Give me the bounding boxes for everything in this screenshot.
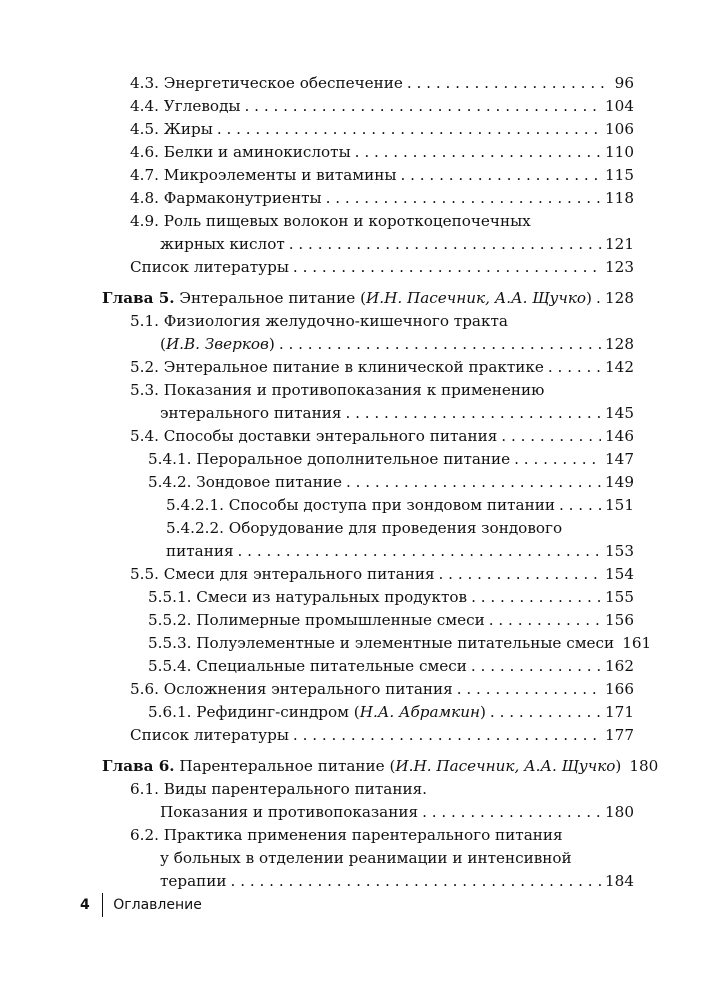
page-number: 155 bbox=[605, 588, 634, 606]
toc-entry[interactable]: Список литературы . . . 177 bbox=[102, 724, 634, 747]
toc-chapter-6[interactable]: Глава 6. Парентеральное питание (И.Н. Пасечник, А.А. Щучко) 180 bbox=[102, 755, 634, 778]
toc-entry[interactable]: 4.5. Жиры . . . 106 bbox=[102, 118, 634, 141]
toc-entry[interactable]: 4.6. Белки и аминокислоты . . . 110 bbox=[102, 141, 634, 164]
toc-entry[interactable]: 5.1. Физиология желудочно-кишечного тракта (И.В. Зверков) . . . 128 bbox=[102, 310, 634, 356]
page-number: 146 bbox=[605, 427, 634, 445]
footer-section-title: Оглавление bbox=[113, 897, 202, 913]
toc-chapter-5[interactable]: Глава 5. Энтеральное питание (И.Н. Пасечник, А.А. Щучко) . . . 128 bbox=[102, 287, 634, 310]
page-number: 177 bbox=[605, 726, 634, 744]
toc-entry[interactable]: Список литературы . . . 123 bbox=[102, 256, 634, 279]
page-number: 166 bbox=[605, 680, 634, 698]
toc-entry[interactable]: 5.3. Показания и противопоказания к применению энтерального питания . . . 145 bbox=[102, 379, 634, 425]
toc-entry[interactable]: 5.6.1. Рефидинг-синдром (Н.А. Абрамкин) . . . 171 bbox=[102, 701, 634, 724]
toc-entry[interactable]: 5.2. Энтеральное питание в клинической практике . . . 142 bbox=[102, 356, 634, 379]
toc-entry[interactable]: 5.5.2. Полимерные промышленные смеси . . . 156 bbox=[102, 609, 634, 632]
page-number: 171 bbox=[605, 703, 634, 721]
footer-page-number: 4 bbox=[80, 897, 90, 913]
toc-entry[interactable]: 4.4. Углеводы . . . 104 bbox=[102, 95, 634, 118]
toc-entry[interactable]: 5.4.2.1. Способы доступа при зондовом питании . . . 151 bbox=[102, 494, 634, 517]
toc-entry[interactable]: 4.7. Микроэлементы и витамины . . . 115 bbox=[102, 164, 634, 187]
page-number: 153 bbox=[605, 542, 634, 560]
toc-entry[interactable]: 6.1. Виды парентерального питания. Показания и противопоказания . . . 180 bbox=[102, 778, 634, 824]
toc-entry[interactable]: 5.5.4. Специальные питательные смеси . . . 162 bbox=[102, 655, 634, 678]
page-number: 184 bbox=[605, 872, 634, 890]
table-of-contents bbox=[102, 72, 659, 893]
page-footer bbox=[80, 893, 202, 917]
page-number: 123 bbox=[605, 258, 634, 276]
page-number: 104 bbox=[605, 97, 634, 115]
page-number: 156 bbox=[605, 611, 634, 629]
toc-entry[interactable]: 4.8. Фармаконутриенты . . . 118 bbox=[102, 187, 634, 210]
toc-entry[interactable]: 5.6. Осложнения энтерального питания . . . 166 bbox=[102, 678, 634, 701]
page-number: 128 bbox=[605, 335, 634, 353]
toc-entry[interactable]: 5.5.1. Смеси из натуральных продуктов . . . 155 bbox=[102, 586, 634, 609]
page-number: 96 bbox=[614, 74, 634, 92]
page-number: 154 bbox=[605, 565, 634, 583]
toc-entry[interactable]: 4.3. Энергетическое обеспечение . . . 96 bbox=[102, 72, 634, 95]
toc-entry[interactable]: 6.2. Практика применения парентерального питания у больных в отделении реанимации и интенсивной терапии . . . 184 bbox=[102, 824, 634, 893]
page-number: 110 bbox=[605, 143, 634, 161]
toc-entry[interactable]: 5.4.2.2. Оборудование для проведения зондового питания . . . 153 bbox=[102, 517, 634, 563]
page-number: 162 bbox=[605, 657, 634, 675]
toc-entry[interactable]: 5.4.2. Зондовое питание . . . 149 bbox=[102, 471, 634, 494]
page-number: 115 bbox=[605, 166, 634, 184]
toc-entry[interactable]: 5.5. Смеси для энтерального питания . . . 154 bbox=[102, 563, 634, 586]
page-number: 142 bbox=[605, 358, 634, 376]
page-number: 151 bbox=[605, 496, 634, 514]
page-number: 106 bbox=[605, 120, 634, 138]
toc-entry[interactable]: 5.4.1. Пероральное дополнительное питание . . . 147 bbox=[102, 448, 634, 471]
page-number: 118 bbox=[605, 189, 634, 207]
toc-entry[interactable]: 5.5.3. Полуэлементные и элементные питательные смеси 161 bbox=[102, 632, 634, 655]
page-number: 180 bbox=[629, 757, 659, 775]
page-number: 180 bbox=[605, 803, 634, 821]
page-number: 121 bbox=[605, 235, 634, 253]
page-number: 161 bbox=[622, 634, 652, 652]
page-number: 149 bbox=[605, 473, 634, 491]
page-number: 147 bbox=[605, 450, 634, 468]
page-number: 145 bbox=[605, 404, 634, 422]
page-number: 128 bbox=[605, 289, 634, 307]
footer-divider bbox=[102, 893, 104, 917]
toc-entry[interactable]: 5.4. Способы доставки энтерального питания . . . 146 bbox=[102, 425, 634, 448]
toc-entry[interactable]: 4.9. Роль пищевых волокон и короткоцепочечных жирных кислот . . . 121 bbox=[102, 210, 634, 256]
